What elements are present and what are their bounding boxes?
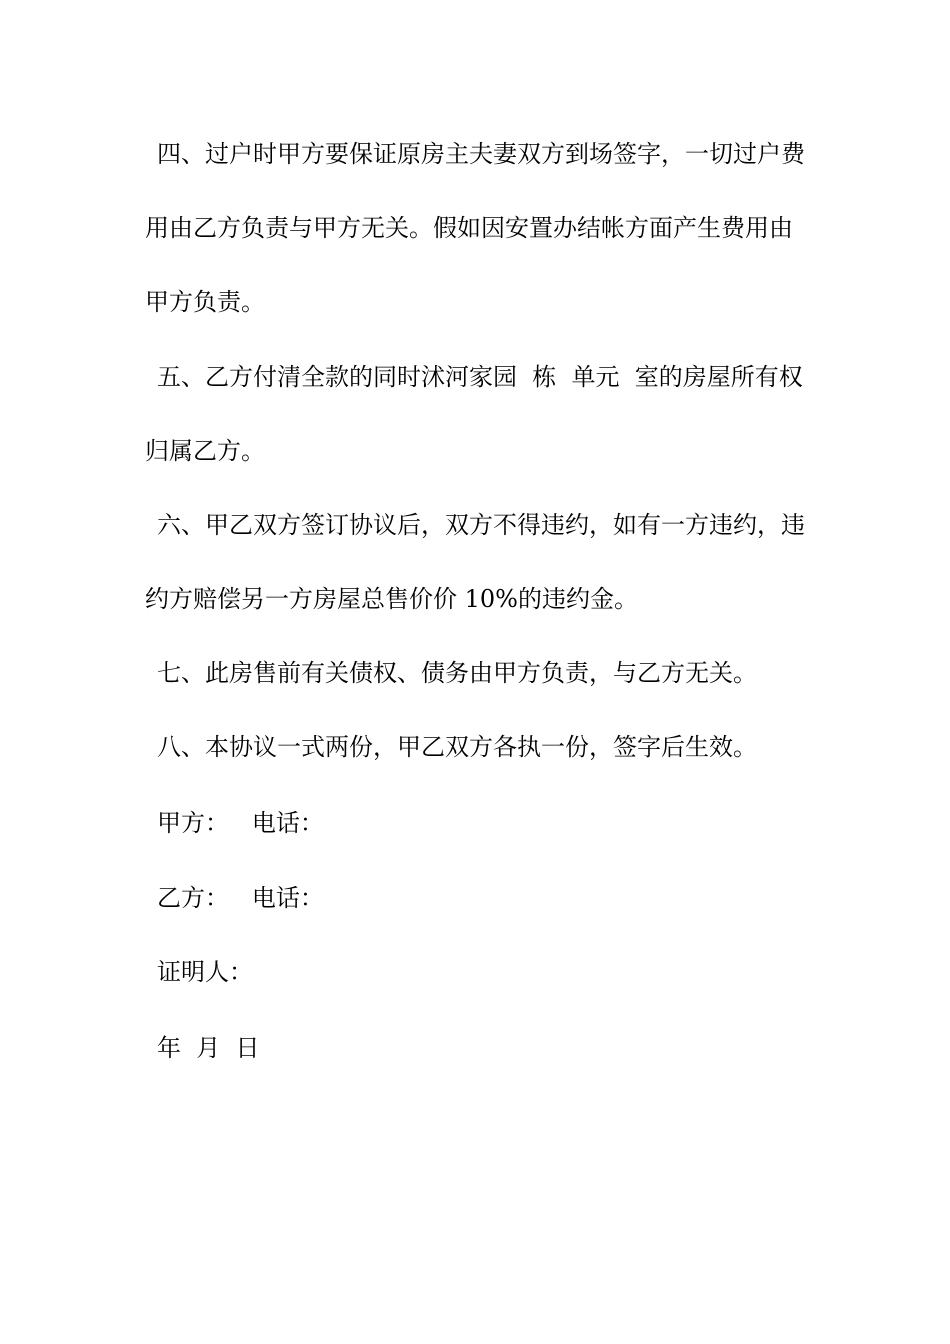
clause-five: 五、乙方付清全款的同时沭河家园 栋 单元 室的房屋所有权归属乙方。 (145, 363, 803, 465)
clause-eight: 八、本协议一式两份，甲乙双方各执一份，签字后生效。 (157, 733, 757, 761)
clause-six: 六、甲乙双方签订协议后，双方不得违约，如有一方违约，违约方赔偿另一方房屋总售价价 10%的违约金。 (145, 511, 805, 613)
clause-seven: 七、此房售前有关债权、债务由甲方负责，与乙方无关。 (157, 659, 757, 687)
clause-four: 四、过户时甲方要保证原房主夫妻双方到场签字，一切过户费用由乙方负责与甲方无关。假如因安置办结帐方面产生费用由甲方负责。 (145, 140, 805, 316)
party-a-signature-line: 甲方： 电话： (157, 809, 324, 837)
date-line: 年 月 日 (157, 1034, 260, 1062)
party-b-signature-line: 乙方： 电话： (157, 884, 324, 912)
witness-signature-line: 证明人： (157, 958, 253, 986)
